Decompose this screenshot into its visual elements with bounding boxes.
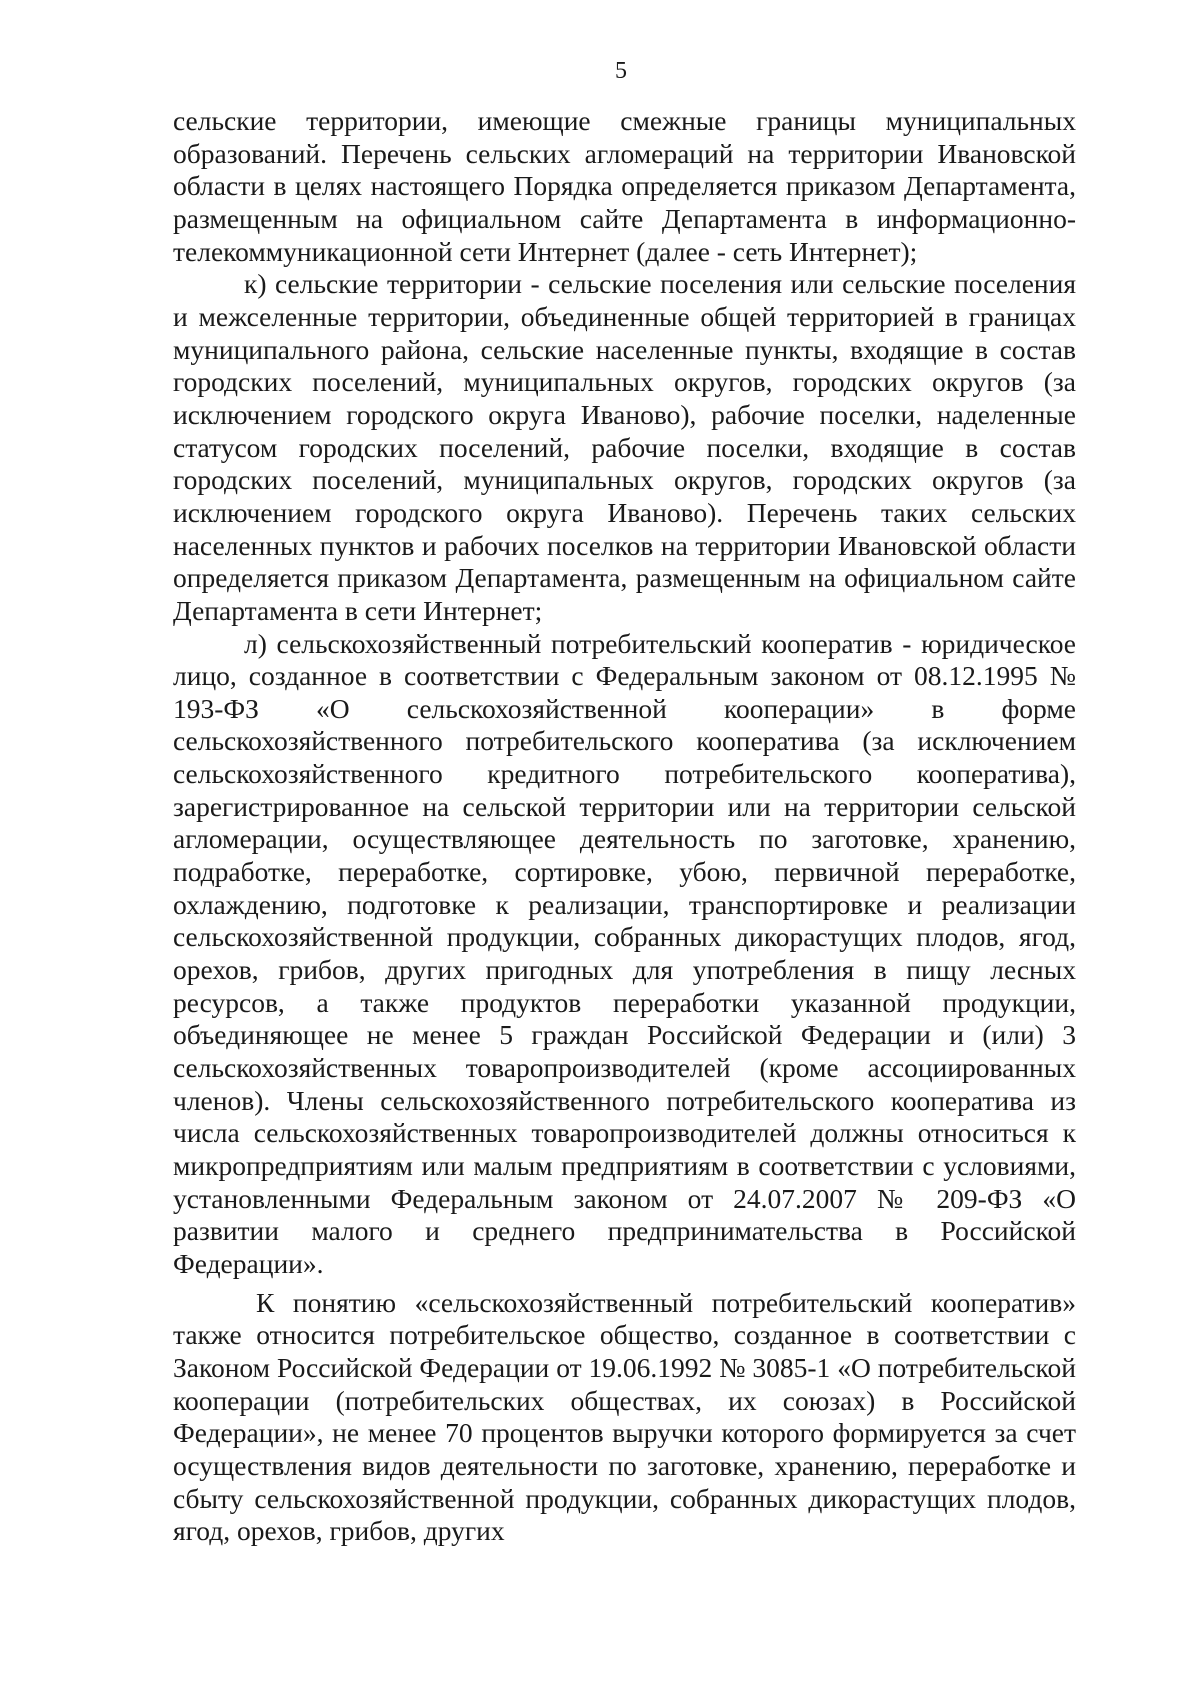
document-body [173, 105, 1076, 1548]
paragraph-consumer-society: К понятию «сельскохозяйственный потребительский кооператив» также относится потребительское общество, созданное в соответствии с Законом Российской Федерации от 19.06.1992 № 3085-1 «О потребительской кооперации (потребительских обществах, их союзах) в Российской Федерации», не менее 70 процентов выручки которого формируется за счет осуществления видов деятельности по заготовке, хранению, переработке и сбыту сельскохозяйственной продукции, собранных дикорастущих плодов, ягод, орехов, грибов, других [173, 1286, 1076, 1547]
paragraph-item-k-rural-territories: к) сельские территории - сельские поселения или сельские поселения и межселенные территории, объединенные общей территорией в границах муниципального района, сельские населенные пункты, входящие в состав городских поселений, муниципальных округов, городских округов (за исключением городского округа Иваново), рабочие поселки, наделенные статусом городских поселений, рабочие поселки, входящие в состав городских поселений, муниципальных округов, городских округов (за исключением городского округа Иваново). Перечень таких сельских населенных пунктов и рабочих поселков на территории Ивановской области определяется приказом Департамента, размещенным на официальном сайте Департамента в сети Интернет; [173, 268, 1076, 626]
paragraph-agglomeration-continuation: сельские территории, имеющие смежные границы муниципальных образований. Перечень сельских агломераций на территории Ивановской области в целях настоящего Порядка определяется приказом Департамента, размещенным на официальном сайте Департамента в информационно-телекоммуникационной сети Интернет (далее - сеть Интернет); [173, 105, 1076, 267]
page-number: 5 [615, 58, 627, 84]
paragraph-item-l-agricultural-cooperative: л) сельскохозяйственный потребительский кооператив - юридическое лицо, созданное в соответствии с Федеральным законом от 08.12.1995 № 193-ФЗ «О сельскохозяйственной кооперации» в форме сельскохозяйственного потребительского кооператива (за исключением сельскохозяйственного кредитного потребительского кооператива), зарегистрированное на сельской территории или на территории сельской агломерации, осуществляющее деятельность по заготовке, хранению, подработке, переработке, сортировке, убою, первичной переработке, охлаждению, подготовке к реализации, транспортировке и реализации сельскохозяйственной продукции, собранных дикорастущих плодов, ягод, орехов, грибов, других пригодных для употребления в пищу лесных ресурсов, а также продуктов переработки указанной продукции, объединяющее не менее 5 граждан Российской Федерации и (или) 3 сельскохозяйственных товаропроизводителей (кроме ассоциированных членов). Члены сельскохозяйственного потребительского кооператива из числа сельскохозяйственных товаропроизводителей должны относиться к микропредприятиям или малым предприятиям в соответствии с условиями, установленными Федеральным законом от 24.07.2007 № 209-ФЗ «О развитии малого и среднего предпринимательства в Российской Федерации». [173, 627, 1076, 1279]
